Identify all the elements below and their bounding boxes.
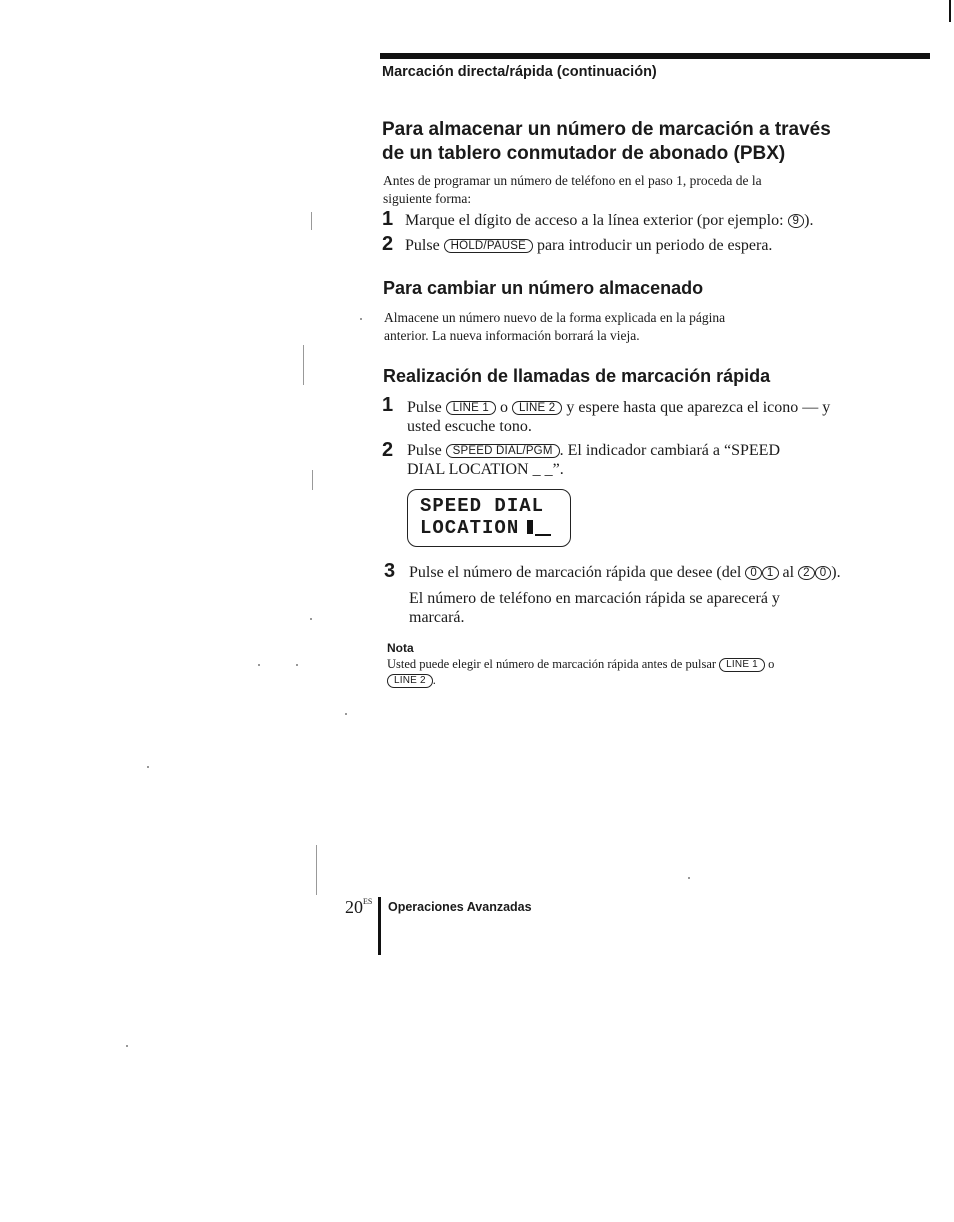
- section-change-text: [384, 309, 725, 345]
- pbx-step1-number: 1: [382, 208, 394, 230]
- calls-step1-line2: usted escuche tono.: [407, 418, 532, 435]
- scan-artifact: [303, 345, 304, 385]
- calls-step3-post: ).: [831, 564, 841, 581]
- scan-speck: [345, 713, 347, 715]
- note-text: [387, 656, 887, 688]
- calls-step1-number: 1: [382, 394, 394, 416]
- pbx-step2: [405, 236, 772, 255]
- key-hold-pause: HOLD/PAUSE: [444, 239, 533, 253]
- scan-artifact: [316, 845, 317, 895]
- key-line-2: LINE 2: [512, 401, 562, 415]
- scan-speck: [310, 618, 312, 620]
- calls-step3-mid: al: [778, 564, 799, 581]
- running-head: Marcación directa/rápida (continuación): [382, 64, 657, 80]
- intro-line1: Antes de programar un número de teléfono en el paso 1, proceda de la: [383, 173, 762, 188]
- key-9: 9: [788, 214, 805, 228]
- section-pbx-title-line2: de un tablero conmutador de abonado (PBX): [382, 143, 786, 164]
- pbx-step2-text: Pulse: [405, 237, 444, 254]
- note-post: .: [432, 673, 436, 687]
- edge-mark: [949, 0, 951, 22]
- line-icon: —: [802, 399, 819, 416]
- calls-step1-mid: o: [496, 399, 513, 416]
- calls-step2-line2: DIAL LOCATION _ _”.: [407, 461, 564, 478]
- scan-speck: [688, 877, 690, 879]
- section-pbx-title-line1: Para almacenar un número de marcación a través: [382, 119, 831, 140]
- section-pbx: [382, 118, 922, 166]
- key-0: 0: [745, 566, 762, 580]
- calls-step1-pre: Pulse: [407, 399, 446, 416]
- scan-speck: [258, 664, 260, 666]
- intro-line2: siguiente forma:: [383, 191, 472, 206]
- pbx-step2-end: para introducir un periodo de espera.: [532, 237, 773, 254]
- calls-step1-post2: y: [818, 399, 831, 416]
- note-label: Nota: [387, 641, 414, 655]
- scan-artifact: [311, 212, 312, 230]
- top-rule: [380, 53, 930, 59]
- page-lang: ES: [363, 897, 373, 906]
- scan-speck: [296, 664, 298, 666]
- pbx-step1-end: ).: [804, 212, 814, 229]
- calls-step3-number: 3: [384, 560, 396, 582]
- key-2: 2: [798, 566, 815, 580]
- change-line1: Almacene un número nuevo de la forma explicada en la página: [384, 310, 726, 325]
- lcd-line2: [420, 517, 551, 540]
- calls-step2-number: 2: [382, 439, 394, 461]
- lcd-line2-text: LOCATION: [420, 517, 520, 539]
- scan-speck: [360, 318, 362, 320]
- pbx-step1-text: Marque el dígito de acceso a la línea exterior (por ejemplo:: [405, 212, 788, 229]
- change-line2: anterior. La nueva información borrará la vieja.: [384, 328, 640, 343]
- key-line-1: LINE 1: [446, 401, 496, 415]
- footer-bar: [378, 897, 381, 955]
- section-pbx-title: [382, 118, 922, 166]
- key-0b: 0: [815, 566, 832, 580]
- key-1: 1: [762, 566, 779, 580]
- section-calls-title: Realización de llamadas de marcación rápida: [383, 366, 771, 386]
- section-change-title: Para cambiar un número almacenado: [383, 278, 704, 298]
- calls-step3: [409, 563, 929, 582]
- note-mid: o: [764, 657, 775, 671]
- calls-step3-pre: Pulse el número de marcación rápida que desee (del: [409, 564, 746, 581]
- section-pbx-intro: [383, 172, 762, 208]
- lcd-line1: SPEED DIAL: [420, 495, 545, 517]
- note-pre: Usted puede elegir el número de marcación rápida antes de pulsar: [387, 657, 720, 671]
- step3-note-line1: El número de teléfono en marcación rápida se aparecerá y: [409, 590, 780, 607]
- calls-step2-pre: Pulse: [407, 442, 446, 459]
- step3-note-line2: marcará.: [409, 609, 465, 626]
- pbx-step2-number: 2: [382, 233, 394, 255]
- calls-step3-note: [409, 589, 780, 627]
- key-speed-dial-pgm: SPEED DIAL/PGM: [446, 444, 560, 458]
- calls-step2-post: . El indicador cambiará a “SPEED: [559, 442, 780, 459]
- page-number: [345, 897, 372, 918]
- pbx-step1: [405, 211, 813, 230]
- lcd-underscore: [535, 534, 551, 536]
- note-key-line-1: LINE 1: [719, 658, 765, 672]
- calls-step1-post: y espere hasta que aparezca el icono: [562, 399, 799, 416]
- calls-step1: [407, 398, 887, 436]
- footer-section: Operaciones Avanzadas: [388, 900, 532, 914]
- lcd-display: [407, 489, 571, 547]
- page-number-value: 20: [345, 897, 363, 917]
- note-key-line-2: LINE 2: [387, 674, 433, 688]
- scan-speck: [147, 766, 149, 768]
- calls-step2: [407, 441, 887, 479]
- scan-artifact: [312, 470, 313, 490]
- lcd-cursor: [527, 520, 533, 534]
- scan-speck: [126, 1045, 128, 1047]
